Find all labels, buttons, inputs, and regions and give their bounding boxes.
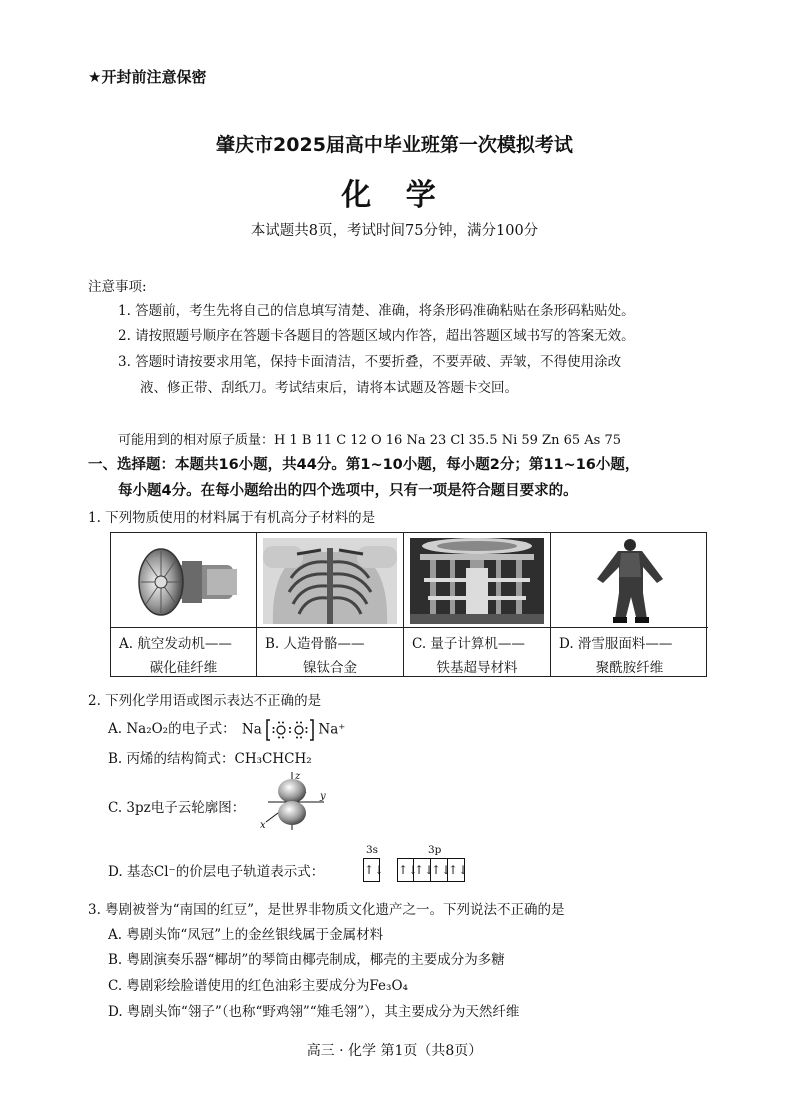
q2-option-a-text: 的电子式： (168, 721, 236, 737)
orbital-axis-x-label: x (260, 820, 266, 831)
q1-option-a-material: 碳化硅纤维 (149, 660, 218, 676)
q1-option-b[interactable] (257, 533, 404, 676)
p-orbital-diagram (250, 770, 330, 832)
q1-option-c[interactable] (404, 533, 551, 676)
q1-options-table (110, 532, 707, 677)
ski-suit-image (591, 537, 669, 625)
q1-option-a-label: A. 航空发动机—— (119, 636, 232, 652)
lewis-na-left: Na (241, 721, 262, 737)
q2-option-a-prefix: A. (108, 721, 127, 737)
q2-option-d[interactable]: D. 基态Cl⁻的价层电子轨道表示式： (108, 864, 325, 880)
q3-option-d[interactable]: D. 粤剧头饰“翎子”（也称“野鸡翎”“雉毛翎”），其主要成分为天然纤维 (108, 1004, 520, 1020)
q1-option-b-material: 镍钛合金 (303, 660, 357, 676)
orbital-3p-label: 3p (428, 844, 442, 856)
note-item: 3. 答题时请按要求用笔，保持卡面清洁，不要折叠，不要弄破、弄皱，不得使用涂改 (118, 354, 622, 370)
orbital-box: ↑↓ (397, 858, 414, 882)
q3-option-a[interactable]: A. 粤剧头饰“凤冠”上的金丝银线属于金属材料 (108, 927, 384, 943)
quantum-computer-image (410, 538, 544, 624)
q3-option-c[interactable]: C. 粤剧彩绘脸谱使用的红色油彩主要成分为Fe₃O₄ (108, 978, 408, 994)
section-heading-cont: 每小题4分。在每小题给出的四个选项中，只有一项是符合题目要求的。 (118, 483, 578, 499)
atomic-masses: 可能用到的相对原子质量：H 1 B 11 C 12 O 16 Na 23 Cl 35.5 Ni 59 Zn 65 As 75 (118, 433, 621, 448)
subject-title: 化 学 (341, 178, 448, 213)
artificial-skeleton-image (263, 538, 397, 624)
q1-option-c-material: 铁基超导材料 (436, 660, 518, 676)
q2-option-b[interactable]: B. 丙烯的结构简式：CH₃CHCH₂ (108, 751, 312, 767)
exam-info: 本试题共8页，考试时间75分钟，满分100分 (250, 223, 539, 239)
exam-title: 肇庆市2025届高中毕业班第一次模拟考试 (216, 134, 573, 156)
orbital-box: ↑↓ (431, 858, 448, 882)
q1-option-d[interactable] (551, 533, 708, 676)
note-item: 2. 请按照题号顺序在答题卡各题目的答题区域内作答，超出答题区域书写的答案无效。 (118, 328, 635, 344)
orbital-axis-y-label: y (320, 791, 326, 802)
q1-option-d-label: D. 滑雪服面料—— (559, 636, 673, 652)
q1-stem: 1. 下列物质使用的材料属于有机高分子材料的是 (88, 510, 376, 526)
q2-option-a[interactable] (108, 717, 345, 741)
section-heading: 一、选择题：本题共16小题，共44分。第1~10小题，每小题2分；第11~16小题， (88, 457, 640, 473)
q1-option-a[interactable] (111, 533, 257, 676)
orbital-box: ↑↓ (414, 858, 431, 882)
q1-option-d-material: 聚酰胺纤维 (595, 660, 664, 676)
q1-option-c-label: C. 量子计算机—— (412, 636, 525, 652)
orbital-box: ↑↓ (363, 858, 380, 882)
q2-option-c[interactable]: C. 3pz电子云轮廓图： (108, 800, 246, 816)
q3-option-b[interactable]: B. 粤剧演奏乐器“椰胡”的琴筒由椰壳制成，椰壳的主要成分为多糖 (108, 952, 505, 968)
confidential-notice: ★开封前注意保密 (88, 68, 207, 86)
peroxide-lewis-structure (266, 719, 314, 741)
notes-title: 注意事项: (88, 279, 147, 295)
q2-stem: 2. 下列化学用语或图示表达不正确的是 (88, 693, 322, 709)
orbital-diagram-3s (363, 858, 385, 882)
q1-option-b-label: B. 人造骨骼—— (265, 636, 365, 652)
note-item: 1. 答题前，考生先将自己的信息填写清楚、准确，将条形码准确粘贴在条形码粘贴处。 (118, 303, 635, 319)
page-footer: 高三 · 化学 第1页（共8页） (306, 1043, 483, 1059)
orbital-axis-z-label: z (295, 771, 301, 782)
jet-engine-image (127, 543, 242, 621)
q3-stem: 3. 粤剧被誉为“南国的红豆”，是世界非物质文化遗产之一。下列说法不正确的是 (88, 902, 565, 918)
orbital-3s-label: 3s (366, 844, 379, 856)
lewis-na-right: Na⁺ (318, 721, 346, 737)
orbital-box: ↑↓ (448, 858, 465, 882)
q2-option-a-formula: Na₂O₂ (126, 721, 169, 737)
orbital-diagram-3p (397, 858, 469, 882)
note-item: 液、修正带、刮纸刀。考试结束后，请将本试题及答题卡交回。 (140, 380, 518, 396)
